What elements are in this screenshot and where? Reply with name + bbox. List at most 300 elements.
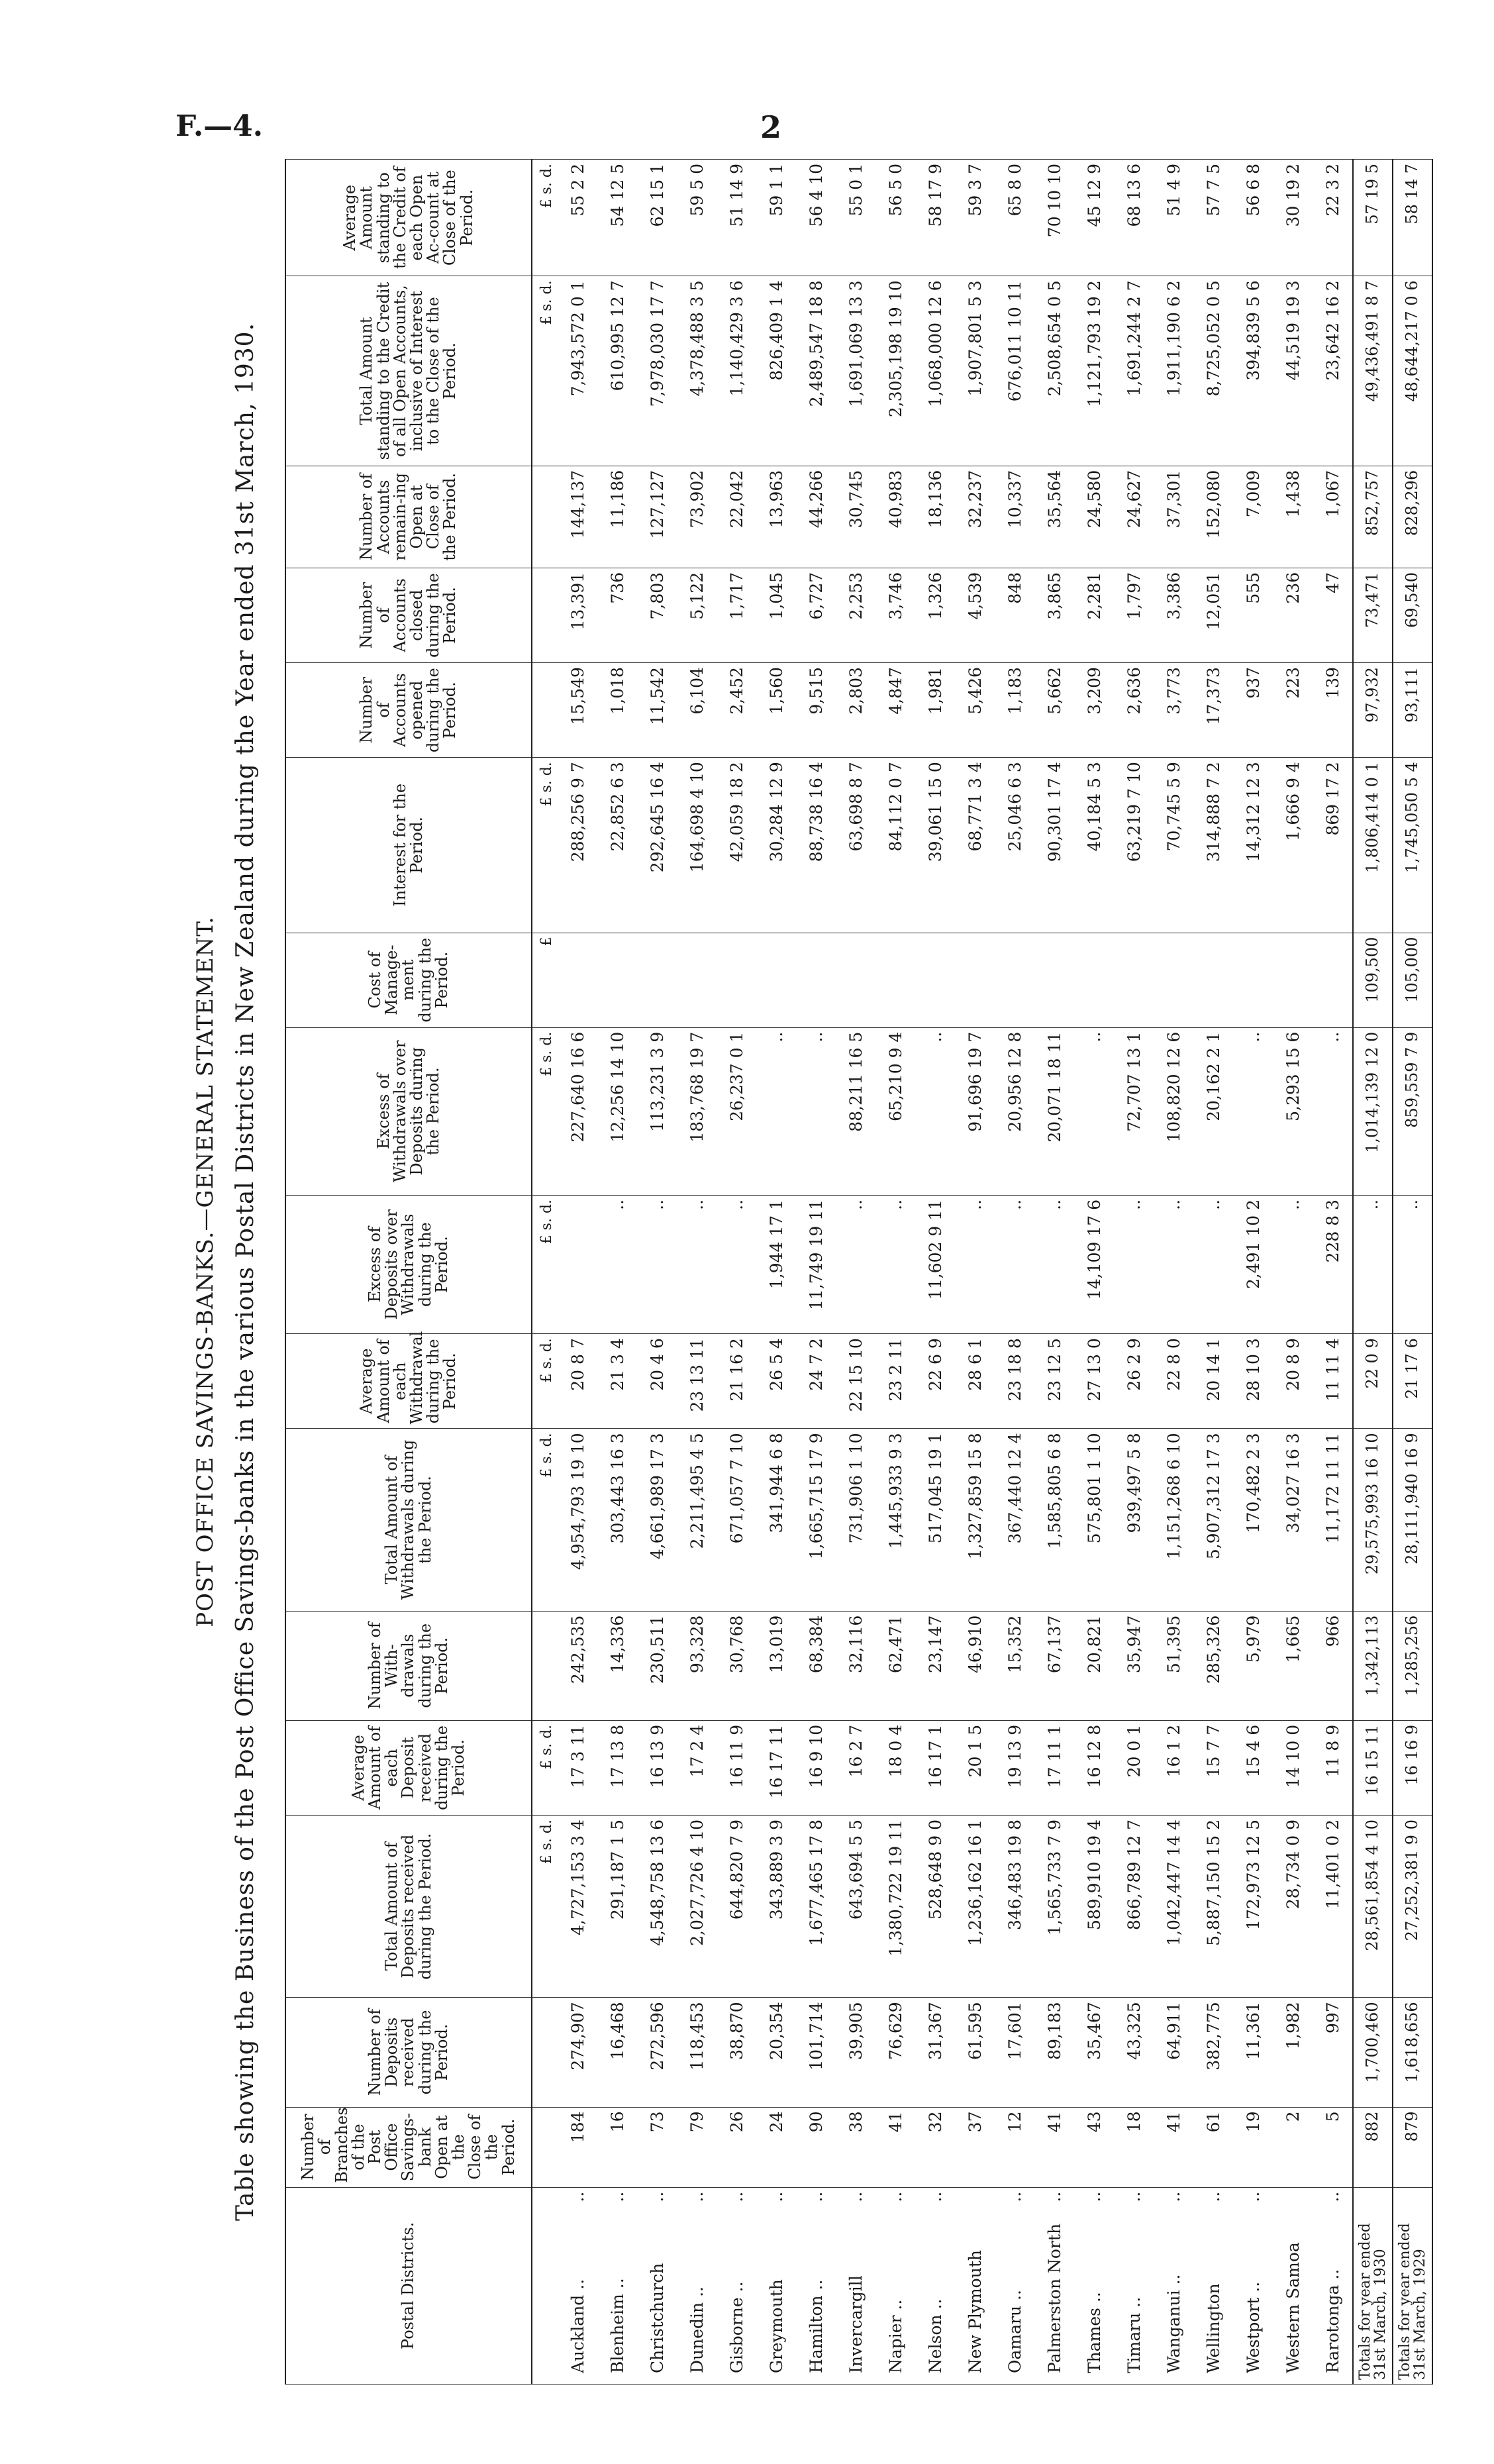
- district-name: [1034, 2187, 1074, 2384]
- cell-withdrawal-avg: 23 12 5: [1034, 1334, 1074, 1429]
- cell-withdrawals-count: 32,116: [836, 1611, 875, 1720]
- cell-remaining: 144,137: [558, 466, 597, 568]
- page-number: 2: [760, 109, 782, 145]
- rotated-statement: [192, 159, 1437, 2385]
- cell-total-credit: 2,305,198 19 10: [875, 276, 915, 466]
- cell-excess-withdrawals: ..: [796, 1027, 836, 1195]
- cell-withdrawal-avg: 20 4 6: [637, 1334, 677, 1429]
- cell-branches: 184: [558, 2107, 597, 2187]
- cell-opened: 3,773: [1154, 663, 1193, 758]
- cell-total-credit: 7,943,572 0 1: [558, 276, 597, 466]
- col-branches: Number of Branches of the Post Office Savings-bank Open at the Close of the Period.: [285, 2107, 532, 2187]
- cell-excess-withdrawals: ..: [1233, 1027, 1273, 1195]
- district-name: [875, 2187, 915, 2384]
- cell-withdrawal-avg: 21 3 4: [597, 1334, 637, 1429]
- district-label: Thames ..: [1084, 2292, 1104, 2373]
- leader-dots: ..: [726, 2191, 746, 2202]
- cell-remaining: 37,301: [1154, 466, 1193, 568]
- cell-total-credit: 2,489,547 18 8: [796, 276, 836, 466]
- cell-interest: 70,745 5 9: [1154, 758, 1193, 933]
- cell-deposits-count: 11,361: [1233, 1998, 1273, 2107]
- cell-withdrawals-total: 671,057 7 10: [717, 1429, 756, 1611]
- total-opened: 93,111: [1393, 663, 1432, 758]
- cell-withdrawal-avg: 21 16 2: [717, 1334, 756, 1429]
- district-label: New Plymouth: [965, 2250, 985, 2373]
- unit-excess-deposits: £ s. d.: [532, 1195, 558, 1333]
- cell-closed: 236: [1273, 568, 1313, 662]
- leader-dots: ..: [607, 2191, 627, 2202]
- cell-deposits-total: 1,236,162 16 1: [955, 1816, 995, 1998]
- col-deposits-count: Number of Deposits received during the Period.: [285, 1998, 532, 2107]
- total-total-credit: 49,436,491 8 7: [1353, 276, 1393, 466]
- cell-remaining: 152,080: [1193, 466, 1233, 568]
- leader-dots: ..: [1203, 2191, 1223, 2202]
- cell-withdrawals-count: 14,336: [597, 1611, 637, 1720]
- district-name: [1233, 2187, 1273, 2384]
- total-withdrawals-count: 1,285,256: [1393, 1611, 1432, 1720]
- leader-dots: ..: [846, 2191, 866, 2202]
- cell-withdrawals-count: 30,768: [717, 1611, 756, 1720]
- cell-deposit-avg: 17 2 4: [677, 1720, 717, 1815]
- units-row: [532, 160, 558, 2385]
- total-opened: 97,932: [1353, 663, 1393, 758]
- cell-deposit-avg: 17 3 11: [558, 1720, 597, 1815]
- cell-total-credit: 676,011 10 11: [995, 276, 1034, 466]
- cell-excess-deposits: ..: [1193, 1195, 1233, 1333]
- cell-cost: [836, 933, 875, 1027]
- cell-opened: 6,104: [677, 663, 717, 758]
- table-row: [875, 160, 915, 2385]
- unit-deposit-avg: £ s. d.: [532, 1720, 558, 1815]
- cell-branches: 41: [1034, 2107, 1074, 2187]
- cell-cost: [756, 933, 796, 1027]
- leader-dots: ..: [766, 2191, 786, 2202]
- cell-withdrawals-count: 5,979: [1233, 1611, 1273, 1720]
- cell-opened: 2,636: [1114, 663, 1154, 758]
- unit-withdrawal-avg: £ s. d.: [532, 1334, 558, 1429]
- unit-avg-credit: £ s. d.: [532, 160, 558, 276]
- cell-cost: [995, 933, 1034, 1027]
- leader-dots: ..: [1164, 2191, 1183, 2202]
- total-interest: 1,745,050 5 4: [1393, 758, 1432, 933]
- cell-withdrawals-count: 93,328: [677, 1611, 717, 1720]
- cell-cost: [1273, 933, 1313, 1027]
- unit-deposits-total: £ s. d.: [532, 1816, 558, 1998]
- cell-branches: 37: [955, 2107, 995, 2187]
- statement-title: POST OFFICE SAVINGS-BANKS.—GENERAL STATEMENT.: [192, 916, 219, 1627]
- col-excess-deposits: Excess of Deposits over Withdrawals during the Period.: [285, 1195, 532, 1333]
- cell-branches: 90: [796, 2107, 836, 2187]
- cell-branches: 38: [836, 2107, 875, 2187]
- cell-deposits-count: 382,775: [1193, 1998, 1233, 2107]
- district-name: [1154, 2187, 1193, 2384]
- total-excess-deposits: ..: [1393, 1195, 1432, 1333]
- cell-opened: 223: [1273, 663, 1313, 758]
- cell-withdrawals-count: 35,947: [1114, 1611, 1154, 1720]
- cell-deposit-avg: 20 1 5: [955, 1720, 995, 1815]
- col-withdrawals-total: Total Amount of Withdrawals during the Period.: [285, 1429, 532, 1611]
- cell-opened: 139: [1313, 663, 1353, 758]
- cell-branches: 24: [756, 2107, 796, 2187]
- cell-withdrawals-count: 23,147: [915, 1611, 955, 1720]
- cell-cost: [955, 933, 995, 1027]
- cell-withdrawals-count: 67,137: [1034, 1611, 1074, 1720]
- cell-withdrawals-count: 13,019: [756, 1611, 796, 1720]
- cell-excess-withdrawals: 20,071 18 11: [1034, 1027, 1074, 1195]
- cell-deposits-total: 1,380,722 19 11: [875, 1816, 915, 1998]
- district-name: [717, 2187, 756, 2384]
- total-branches: 882: [1353, 2107, 1393, 2187]
- district-label: Hamilton ..: [806, 2279, 826, 2373]
- col-remaining: Number of Accounts remain-ing Open at Close of the Period.: [285, 466, 532, 568]
- table-row: [717, 160, 756, 2385]
- cell-closed: 2,253: [836, 568, 875, 662]
- cell-total-credit: 1,691,244 2 7: [1114, 276, 1154, 466]
- cell-branches: 73: [637, 2107, 677, 2187]
- cell-remaining: 10,337: [995, 466, 1034, 568]
- cell-closed: 12,051: [1193, 568, 1233, 662]
- total-excess-deposits: ..: [1353, 1195, 1393, 1333]
- leader-dots: ..: [1005, 2191, 1024, 2202]
- total-remaining: 828,296: [1393, 466, 1432, 568]
- cell-opened: 1,981: [915, 663, 955, 758]
- cell-deposit-avg: 16 9 10: [796, 1720, 836, 1815]
- cell-deposit-avg: 17 13 8: [597, 1720, 637, 1815]
- cell-opened: 1,018: [597, 663, 637, 758]
- cell-excess-withdrawals: 20,162 2 1: [1193, 1027, 1233, 1195]
- cell-cost: [677, 933, 717, 1027]
- table-row: [558, 160, 597, 2385]
- cell-branches: 41: [875, 2107, 915, 2187]
- cell-remaining: 30,745: [836, 466, 875, 568]
- table-row: [1193, 160, 1233, 2385]
- col-closed: Number of Accounts closed during the Period.: [285, 568, 532, 662]
- district-name: [637, 2187, 677, 2384]
- cell-excess-deposits: ..: [836, 1195, 875, 1333]
- cell-excess-withdrawals: 91,696 19 7: [955, 1027, 995, 1195]
- cell-withdrawals-total: 2,211,495 4 5: [677, 1429, 717, 1611]
- cell-remaining: 35,564: [1034, 466, 1074, 568]
- cell-interest: 84,112 0 7: [875, 758, 915, 933]
- unit-cell: [532, 1611, 558, 1720]
- cell-withdrawals-total: 4,661,989 17 3: [637, 1429, 677, 1611]
- cell-cost: [1034, 933, 1074, 1027]
- cell-deposits-total: 291,187 1 5: [597, 1816, 637, 1998]
- cell-avg-credit: 56 4 10: [796, 160, 836, 276]
- cell-cost: [875, 933, 915, 1027]
- cell-total-credit: 826,409 1 4: [756, 276, 796, 466]
- leader-dots: ..: [687, 2191, 707, 2202]
- cell-withdrawals-total: 170,482 2 3: [1233, 1429, 1273, 1611]
- cell-withdrawals-count: 68,384: [796, 1611, 836, 1720]
- cell-branches: 32: [915, 2107, 955, 2187]
- district-name: [1074, 2187, 1114, 2384]
- cell-deposits-count: 38,870: [717, 1998, 756, 2107]
- total-withdrawals-total: 29,575,993 16 10: [1353, 1429, 1393, 1611]
- total-deposit-avg: 16 16 9: [1393, 1720, 1432, 1815]
- district-label: Oamaru ..: [1005, 2290, 1024, 2373]
- district-label: Western Samoa: [1283, 2242, 1303, 2373]
- cell-closed: 4,539: [955, 568, 995, 662]
- cell-interest: 63,698 8 7: [836, 758, 875, 933]
- cell-branches: 41: [1154, 2107, 1193, 2187]
- cell-closed: 555: [1233, 568, 1273, 662]
- cell-interest: 39,061 15 0: [915, 758, 955, 933]
- cell-remaining: 1,438: [1273, 466, 1313, 568]
- district-name: [836, 2187, 875, 2384]
- cell-excess-withdrawals: 5,293 15 6: [1273, 1027, 1313, 1195]
- cell-interest: 14,312 12 3: [1233, 758, 1273, 933]
- cell-deposits-count: 61,595: [955, 1998, 995, 2107]
- cell-remaining: 11,186: [597, 466, 637, 568]
- cell-total-credit: 1,121,793 19 2: [1074, 276, 1114, 466]
- cell-withdrawals-count: 285,326: [1193, 1611, 1233, 1720]
- cell-deposit-avg: 11 8 9: [1313, 1720, 1353, 1815]
- cell-withdrawal-avg: 20 14 1: [1193, 1334, 1233, 1429]
- cell-deposits-total: 643,694 5 5: [836, 1816, 875, 1998]
- district-name: [558, 2187, 597, 2384]
- total-withdrawals-total: 28,111,940 16 9: [1393, 1429, 1432, 1611]
- col-avg-credit: Average Amount standing to the Credit of each Open Ac-count at Close of the Period.: [285, 160, 532, 276]
- document-reference: F.—4.: [175, 109, 264, 143]
- cell-excess-withdrawals: 12,256 14 10: [597, 1027, 637, 1195]
- cell-closed: 3,865: [1034, 568, 1074, 662]
- cell-deposit-avg: 15 7 7: [1193, 1720, 1233, 1815]
- cell-remaining: 7,009: [1233, 466, 1273, 568]
- cell-withdrawal-avg: 28 10 3: [1233, 1334, 1273, 1429]
- col-withdrawal-avg: Average Amount of each Withdrawal during the Period.: [285, 1334, 532, 1429]
- total-deposits-total: 28,561,854 4 10: [1353, 1816, 1393, 1998]
- cell-deposits-total: 346,483 19 8: [995, 1816, 1034, 1998]
- cell-deposit-avg: 17 11 1: [1034, 1720, 1074, 1815]
- cell-deposit-avg: 19 13 9: [995, 1720, 1034, 1815]
- district-name: [915, 2187, 955, 2384]
- cell-deposits-count: 43,325: [1114, 1998, 1154, 2107]
- cell-excess-deposits: 14,109 17 6: [1074, 1195, 1114, 1333]
- cell-interest: 63,219 7 10: [1114, 758, 1154, 933]
- cell-deposits-count: 39,905: [836, 1998, 875, 2107]
- cell-closed: 47: [1313, 568, 1353, 662]
- cell-branches: 61: [1193, 2107, 1233, 2187]
- cell-withdrawals-count: 242,535: [558, 1611, 597, 1720]
- cell-avg-credit: 51 4 9: [1154, 160, 1193, 276]
- cell-withdrawal-avg: 22 15 10: [836, 1334, 875, 1429]
- cell-withdrawals-total: 4,954,793 19 10: [558, 1429, 597, 1611]
- cell-interest: 68,771 3 4: [955, 758, 995, 933]
- cell-avg-credit: 70 10 10: [1034, 160, 1074, 276]
- district-label: Napier ..: [885, 2299, 905, 2373]
- cell-cost: [597, 933, 637, 1027]
- cell-cost: [1233, 933, 1273, 1027]
- cell-avg-credit: 45 12 9: [1074, 160, 1114, 276]
- cell-excess-deposits: 11,749 19 11: [796, 1195, 836, 1333]
- unit-total-credit: £ s. d.: [532, 276, 558, 466]
- cell-branches: 5: [1313, 2107, 1353, 2187]
- cell-branches: 19: [1233, 2107, 1273, 2187]
- cell-withdrawals-total: 5,907,312 17 3: [1193, 1429, 1233, 1611]
- total-deposits-count: 1,618,656: [1393, 1998, 1432, 2107]
- cell-total-credit: 7,978,030 17 7: [637, 276, 677, 466]
- district-name: [1273, 2187, 1313, 2384]
- cell-closed: 7,803: [637, 568, 677, 662]
- cell-remaining: 22,042: [717, 466, 756, 568]
- cell-withdrawals-total: 517,045 19 1: [915, 1429, 955, 1611]
- cell-opened: 9,515: [796, 663, 836, 758]
- cell-excess-withdrawals: 88,211 16 5: [836, 1027, 875, 1195]
- district-name: [995, 2187, 1034, 2384]
- cell-closed: 1,717: [717, 568, 756, 662]
- cell-avg-credit: 54 12 5: [597, 160, 637, 276]
- cell-interest: 88,738 16 4: [796, 758, 836, 933]
- cell-interest: 164,698 4 10: [677, 758, 717, 933]
- total-withdrawal-avg: 21 17 6: [1393, 1334, 1432, 1429]
- unit-cell: [532, 568, 558, 662]
- cell-deposit-avg: 15 4 6: [1233, 1720, 1273, 1815]
- cell-withdrawals-total: 575,801 1 10: [1074, 1429, 1114, 1611]
- cell-cost: [1193, 933, 1233, 1027]
- cell-deposits-count: 1,982: [1273, 1998, 1313, 2107]
- cell-excess-withdrawals: 108,820 12 6: [1154, 1027, 1193, 1195]
- unit-cell: [532, 2187, 558, 2384]
- district-name: [1193, 2187, 1233, 2384]
- cell-deposits-count: 16,468: [597, 1998, 637, 2107]
- cell-interest: 42,059 18 2: [717, 758, 756, 933]
- cell-deposits-total: 1,042,447 14 4: [1154, 1816, 1193, 1998]
- total-cost: 109,500: [1353, 933, 1393, 1027]
- cell-excess-deposits: ..: [677, 1195, 717, 1333]
- cell-withdrawals-total: 303,443 16 3: [597, 1429, 637, 1611]
- district-label: Wanganui ..: [1164, 2274, 1183, 2373]
- table-row: [1154, 160, 1193, 2385]
- cell-excess-deposits: [558, 1195, 597, 1333]
- cell-withdrawals-count: 15,352: [995, 1611, 1034, 1720]
- cell-avg-credit: 22 3 2: [1313, 160, 1353, 276]
- cell-withdrawals-total: 341,944 6 8: [756, 1429, 796, 1611]
- cell-avg-credit: 57 7 5: [1193, 160, 1233, 276]
- cell-withdrawal-avg: 28 6 1: [955, 1334, 995, 1429]
- cell-total-credit: 394,839 5 6: [1233, 276, 1273, 466]
- cell-cost: [1313, 933, 1353, 1027]
- cell-cost: [558, 933, 597, 1027]
- cell-opened: 15,549: [558, 663, 597, 758]
- district-label: Palmerston North: [1044, 2223, 1064, 2373]
- cell-total-credit: 23,642 16 2: [1313, 276, 1353, 466]
- cell-avg-credit: 59 5 0: [677, 160, 717, 276]
- cell-interest: 1,666 9 4: [1273, 758, 1313, 933]
- cell-opened: 4,847: [875, 663, 915, 758]
- cell-avg-credit: 51 14 9: [717, 160, 756, 276]
- cell-branches: 12: [995, 2107, 1034, 2187]
- table-row: [915, 160, 955, 2385]
- leader-dots: ..: [568, 2191, 587, 2202]
- table-row: [597, 160, 637, 2385]
- unit-cell: [532, 466, 558, 568]
- cell-remaining: 13,963: [756, 466, 796, 568]
- cell-deposits-count: 31,367: [915, 1998, 955, 2107]
- cell-excess-withdrawals: ..: [915, 1027, 955, 1195]
- table-row: [1074, 160, 1114, 2385]
- col-deposits-total: Total Amount of Deposits received during the Period.: [285, 1816, 532, 1998]
- district-name: [597, 2187, 637, 2384]
- cell-opened: 3,209: [1074, 663, 1114, 758]
- totals-row: [1393, 160, 1432, 2385]
- cell-deposits-total: 343,889 3 9: [756, 1816, 796, 1998]
- cell-excess-deposits: ..: [995, 1195, 1034, 1333]
- cell-deposits-total: 1,677,465 17 8: [796, 1816, 836, 1998]
- leader-dots: ..: [647, 2191, 667, 2202]
- district-label: Wellington: [1203, 2283, 1223, 2373]
- cell-remaining: 40,983: [875, 466, 915, 568]
- cell-excess-withdrawals: 26,237 0 1: [717, 1027, 756, 1195]
- cell-deposits-count: 118,453: [677, 1998, 717, 2107]
- cell-total-credit: 610,995 12 7: [597, 276, 637, 466]
- cell-withdrawals-total: 1,327,859 15 8: [955, 1429, 995, 1611]
- cell-interest: 30,284 12 9: [756, 758, 796, 933]
- cell-deposits-count: 64,911: [1154, 1998, 1193, 2107]
- cell-branches: 43: [1074, 2107, 1114, 2187]
- total-cost: 105,000: [1393, 933, 1432, 1027]
- cell-excess-deposits: ..: [955, 1195, 995, 1333]
- col-excess-withdrawals: Excess of Withdrawals over Deposits during the Period.: [285, 1027, 532, 1195]
- cell-withdrawal-avg: 27 13 0: [1074, 1334, 1114, 1429]
- cell-withdrawals-count: 230,511: [637, 1611, 677, 1720]
- total-interest: 1,806,414 0 1: [1353, 758, 1393, 933]
- cell-withdrawal-avg: 23 2 11: [875, 1334, 915, 1429]
- total-excess-withdrawals: 859,559 7 9: [1393, 1027, 1432, 1195]
- table-caption: Table showing the Business of the Post Office Savings-banks in the various Postal Districts in New Zealand during the Year ended 31st March, 1930.: [232, 322, 259, 2222]
- cell-excess-deposits: ..: [1154, 1195, 1193, 1333]
- cell-deposits-total: 2,027,726 4 10: [677, 1816, 717, 1998]
- table-row: [756, 160, 796, 2385]
- cell-deposits-total: 28,734 0 9: [1273, 1816, 1313, 1998]
- cell-closed: 5,122: [677, 568, 717, 662]
- cell-deposit-avg: 20 0 1: [1114, 1720, 1154, 1815]
- total-avg-credit: 58 14 7: [1393, 160, 1432, 276]
- cell-deposits-count: 89,183: [1034, 1998, 1074, 2107]
- cell-withdrawal-avg: 23 18 8: [995, 1334, 1034, 1429]
- district-label: Westport ..: [1243, 2281, 1263, 2373]
- cell-opened: 17,373: [1193, 663, 1233, 758]
- table-row: [836, 160, 875, 2385]
- cell-branches: 2: [1273, 2107, 1313, 2187]
- col-deposit-avg: Average Amount of each Deposit received during the Period.: [285, 1720, 532, 1815]
- total-withdrawals-count: 1,342,113: [1353, 1611, 1393, 1720]
- cell-excess-deposits: ..: [717, 1195, 756, 1333]
- total-deposit-avg: 16 15 11: [1353, 1720, 1393, 1815]
- cell-total-credit: 1,907,801 5 3: [955, 276, 995, 466]
- cell-withdrawals-total: 34,027 16 3: [1273, 1429, 1313, 1611]
- district-label: Blenheim ..: [607, 2278, 627, 2373]
- cell-avg-credit: 56 6 8: [1233, 160, 1273, 276]
- cell-remaining: 127,127: [637, 466, 677, 568]
- cell-withdrawals-total: 1,585,805 6 8: [1034, 1429, 1074, 1611]
- unit-cost: £: [532, 933, 558, 1027]
- cell-opened: 5,662: [1034, 663, 1074, 758]
- cell-interest: 22,852 6 3: [597, 758, 637, 933]
- total-remaining: 852,757: [1353, 466, 1393, 568]
- cell-deposits-count: 20,354: [756, 1998, 796, 2107]
- cell-closed: 1,045: [756, 568, 796, 662]
- cell-total-credit: 1,911,190 6 2: [1154, 276, 1193, 466]
- unit-excess-withdrawals: £ s. d.: [532, 1027, 558, 1195]
- district-name: [796, 2187, 836, 2384]
- cell-deposits-total: 528,648 9 0: [915, 1816, 955, 1998]
- cell-withdrawals-count: 51,395: [1154, 1611, 1193, 1720]
- district-name: [1114, 2187, 1154, 2384]
- cell-excess-deposits: 228 8 3: [1313, 1195, 1353, 1333]
- col-total-credit: Total Amount standing to the Credit of all Open Accounts, inclusive of Interest to the Close of the Period.: [285, 276, 532, 466]
- cell-interest: 869 17 2: [1313, 758, 1353, 933]
